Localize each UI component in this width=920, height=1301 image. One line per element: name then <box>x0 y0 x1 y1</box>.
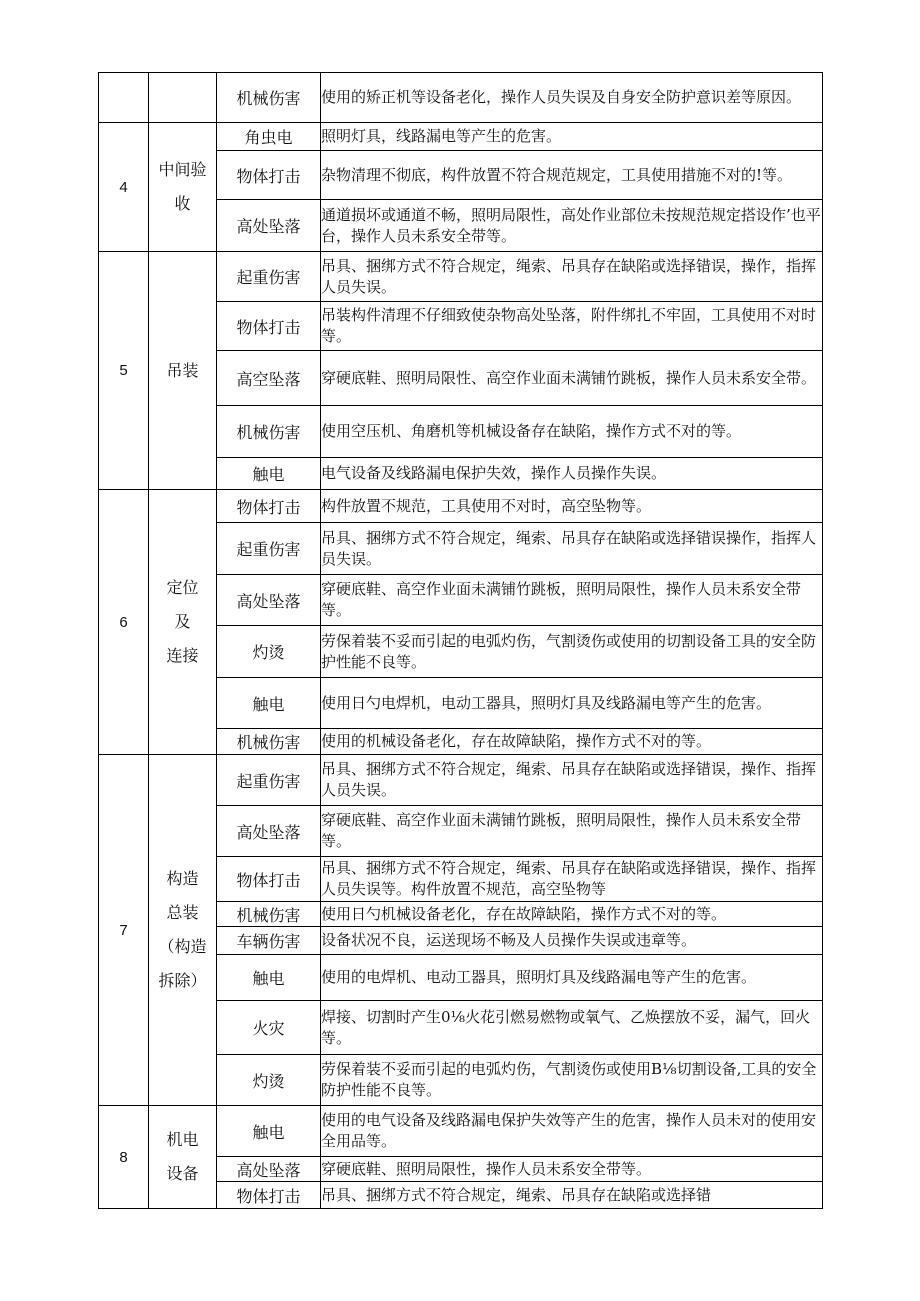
table-row <box>99 1106 823 1157</box>
hazard-description: 照明灯具，线路漏电等产生的危害。 <box>321 123 823 151</box>
hazard-description: 穿硬底鞋、照明局限性、高空作业面未满铺竹跳板，操作人员未系安全带。 <box>321 351 823 406</box>
hazard-type: 物体打击 <box>217 151 321 200</box>
process-number: 5 <box>99 252 149 490</box>
hazard-description: 设备状况不良，运送现场不畅及人员操作失误或违章等。 <box>321 927 823 955</box>
hazard-description: 使用的矫正机等设备老化，操作人员失误及自身安全防护意识差等原因。 <box>321 73 823 123</box>
hazard-description: 使用日勺机械设备老化，存在故障缺陷，操作方式不对的等。 <box>321 902 823 927</box>
hazard-description: 劳保着装不妥而引起的电弧灼伤，气割烫伤或使用B⅛切割设备,工具的安全防护性能不良等。 <box>321 1055 823 1106</box>
process-name-line: 及 <box>174 612 191 631</box>
hazard-description: 吊装构件清理不仔细致使杂物高处坠落，附件绑扎不牢固，工具使用不对时等。 <box>321 302 823 351</box>
hazard-type: 物体打击 <box>217 490 321 523</box>
hazard-description: 吊具、捆绑方式不符合规定，绳索、吊具存在缺陷或选择错 <box>321 1182 823 1209</box>
process-name-line: 定位 <box>166 578 199 597</box>
hazard-type: 触电 <box>217 458 321 490</box>
process-name-line: 吊装 <box>166 360 199 380</box>
hazard-type: 触电 <box>217 955 321 1001</box>
hazard-type: 触电 <box>217 1106 321 1157</box>
hazard-description: 穿硬底鞋、高空作业面未满铺竹跳板，照明局限性，操作人员未系安全带等。 <box>321 575 823 626</box>
hazard-type: 灼烫 <box>217 626 321 678</box>
process-number: 6 <box>99 490 149 755</box>
hazard-description: 使用日勺电焊机，电动工器具，照明灯具及线路漏电等产生的危害。 <box>321 678 823 729</box>
process-name <box>149 1106 217 1209</box>
process-name-line: 机电 <box>166 1130 199 1149</box>
hazard-description: 吊具、捆绑方式不符合规定，绳索、吊具存在缺陷或选择错误，操作、指挥人员失误。 <box>321 755 823 806</box>
process-name-line: （构造 <box>158 937 207 956</box>
process-name <box>149 755 217 1106</box>
hazard-description: 使用的电焊机、电动工器具，照明灯具及线路漏电等产生的危害。 <box>321 955 823 1001</box>
table-row <box>99 252 823 302</box>
hazard-description: 电气设备及线路漏电保护失效，操作人员操作失误。 <box>321 458 823 490</box>
process-number: 4 <box>99 123 149 252</box>
process-number: 7 <box>99 755 149 1106</box>
table-row <box>99 755 823 806</box>
hazard-type: 高处坠落 <box>217 806 321 857</box>
process-number: 8 <box>99 1106 149 1209</box>
hazard-type: 灼烫 <box>217 1055 321 1106</box>
hazard-description: 焊接、切割时产生0⅛火花引燃易燃物或氧气、乙焕摆放不妥，漏气，回火等。 <box>321 1001 823 1055</box>
table-row <box>99 490 823 523</box>
hazard-description: 劳保着装不妥而引起的电弧灼伤，气割烫伤或使用的切割设备工具的安全防护性能不良等。 <box>321 626 823 678</box>
table-row <box>99 73 823 123</box>
hazard-type: 触电 <box>217 678 321 729</box>
process-name-line: 构造 <box>166 869 199 888</box>
hazard-description: 杂物清理不彻底，构件放置不符合规范规定，工具使用措施不对的!等。 <box>321 151 823 200</box>
hazard-type: 高处坠落 <box>217 200 321 252</box>
hazard-description: 穿硬底鞋、照明局限性，操作人员未系安全带等。 <box>321 1157 823 1182</box>
hazard-type: 机械伤害 <box>217 902 321 927</box>
process-name <box>149 252 217 490</box>
process-name-line: 收 <box>174 194 191 213</box>
hazard-type: 火灾 <box>217 1001 321 1055</box>
hazard-description: 吊具、捆绑方式不符合规定，绳索、吊具存在缺陷或选择错误，操作，指挥人员失误。 <box>321 252 823 302</box>
process-name-line: 拆除） <box>158 971 207 990</box>
hazard-type: 机械伤害 <box>217 729 321 755</box>
process-name-line: 总装 <box>166 903 199 922</box>
process-name <box>149 490 217 755</box>
hazard-description: 使用空压机、角磨机等机械设备存在缺陷，操作方式不对的等。 <box>321 406 823 458</box>
hazard-type: 高空坠落 <box>217 351 321 406</box>
hazard-description: 使用的机械设备老化，存在故障缺陷，操作方式不对的等。 <box>321 729 823 755</box>
process-name <box>149 73 217 123</box>
hazard-type: 角虫电 <box>217 123 321 151</box>
hazard-type: 物体打击 <box>217 1182 321 1209</box>
hazard-type: 机械伤害 <box>217 73 321 123</box>
hazard-description: 使用的电气设备及线路漏电保护失效等产生的危害，操作人员未对的使用安全用品等。 <box>321 1106 823 1157</box>
hazard-type: 物体打击 <box>217 857 321 902</box>
hazard-description: 穿硬底鞋、高空作业面未满铺竹跳板，照明局限性，操作人员未系安全带等。 <box>321 806 823 857</box>
table-row <box>99 123 823 151</box>
process-name <box>149 123 217 252</box>
hazard-type: 高处坠落 <box>217 575 321 626</box>
hazard-type: 起重伤害 <box>217 755 321 806</box>
hazard-type: 起重伤害 <box>217 252 321 302</box>
hazard-description: 吊具、捆绑方式不符合规定，绳索、吊具存在缺陷或选择错误，操作、指挥人员失误等。构件放置不规范，高空坠物等 <box>321 857 823 902</box>
hazard-description: 通道损坏或通道不畅，照明局限性，高处作业部位未按规范规定搭设作’也平台，操作人员未系安全带等。 <box>321 200 823 252</box>
hazard-table-body <box>99 73 823 1209</box>
hazard-description: 构件放置不规范，工具使用不对时，高空坠物等。 <box>321 490 823 523</box>
hazard-table <box>98 72 823 1209</box>
hazard-type: 车辆伤害 <box>217 927 321 955</box>
hazard-type: 物体打击 <box>217 302 321 351</box>
process-name-line: 中间验 <box>158 160 207 179</box>
process-name-line: 设备 <box>166 1164 199 1183</box>
hazard-description: 吊具、捆绑方式不符合规定，绳索、吊具存在缺陷或选择错误操作，指挥人员失误。 <box>321 523 823 575</box>
process-name-line: 连接 <box>166 646 199 665</box>
hazard-type: 高处坠落 <box>217 1157 321 1182</box>
hazard-type: 起重伤害 <box>217 523 321 575</box>
process-number <box>99 73 149 123</box>
hazard-type: 机械伤害 <box>217 406 321 458</box>
